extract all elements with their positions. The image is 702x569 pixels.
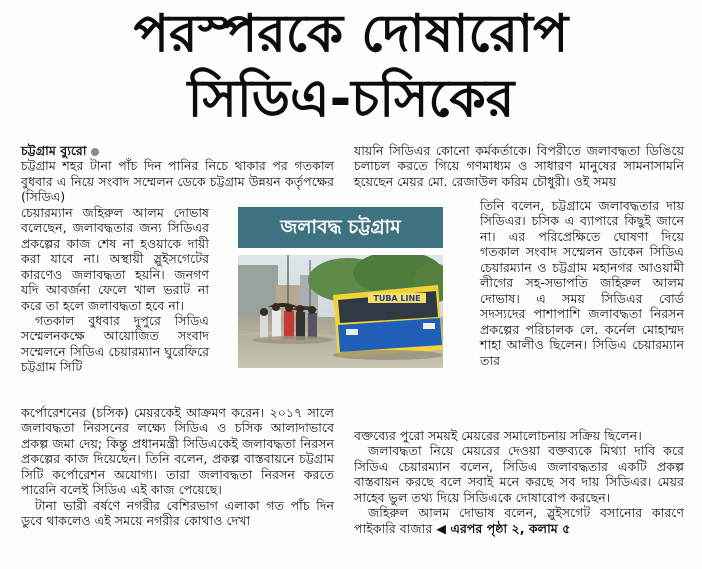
- article-paragraph-2-cont: কর্পোরেশনের (চসিক) মেয়রকেই আক্রমণ করেন। ২০১৭ সালে জলাবদ্ধতা নিরসনের লক্ষ্যে সিডিএ ও চসিক আলাদাভাবে প্রকল্প জমা দেয়; কিন্তু প্রধানমন্ত্রী সিডিএকেই জলাবদ্ধতা নিরসন প্রকল্পের কাজ দিয়েছেন। তিনি বলেন, প্রকল্প বাস্তবায়নে চট্টগ্রাম সিটি কর্পোরেশন অযোগ্য। তারা জলাবদ্ধতা নিরসন করতে পারেনি বলেই সিডিএ এই কাজ পেয়েছে।: [21, 405, 334, 498]
- flood-photo: [238, 255, 443, 368]
- bullet-icon: [91, 148, 99, 156]
- bus-sign-text: TUBA LINE: [373, 294, 421, 303]
- article-paragraph-2-start: গতকাল বুধবার দুপুরে সিডিএ সম্মেলনকক্ষে আয়োজিত সংবাদ সম্মেলনে সিডিএ চেয়ারম্যান ঘুরেফিরে চট্টগ্রাম সিটি: [21, 312, 209, 375]
- continued-notice: ◀ এরপর পৃষ্ঠা ২, কলাম ৫: [436, 520, 571, 536]
- article-paragraph-6: [354, 505, 684, 536]
- continued-text: এরপর পৃষ্ঠা ২, কলাম ৫: [450, 520, 571, 536]
- photo-title: জলাবদ্ধ চট্টগ্রাম: [238, 207, 443, 248]
- article-paragraph-4-end: বক্তব্যের পুরো সময়ই মেয়রের সমালোচনায় সক্রিয় ছিলেন।: [354, 428, 642, 443]
- article-column-right: [354, 143, 684, 189]
- article-paragraph-4-cont: তিনি বলেন, চট্টগ্রামে জলাবদ্ধতার দায় সিডিএর। চসিক এ ব্যাপারে কিছুই জানে না। এর পরিপ্রেক্ষিতে ঘোষণা দিয়ে গতকাল সংবাদ সম্মেলন ডাকেন সিডিএ চেয়ারম্যান ও চট্টগ্রাম মহানগর আওয়ামী লীগের সহ-সভাপতি জহিরুল আলম দোভাষ। এ সময় সিডিএর বোর্ড সদস্যদের পাশাপাশি জলাবদ্ধতা নিরসন প্রকল্পের পরিচালক লে. কর্নেল মোহাম্মদ শাহা আলীও ছিলেন। সিডিএ চেয়ারম্যান তার: [480, 198, 684, 368]
- article-column-left-lower: [21, 405, 334, 529]
- article-paragraph-3: টানা ভারী বর্ষণে নগরীর বেশিরভাগ এলাকা গত পাঁচ দিন ডুবে থাকলেও এই সময়ে নগরীর কোথাও দেখা: [21, 497, 334, 529]
- article-column-right-lower: [354, 428, 684, 536]
- article-paragraph-5: জলাবদ্ধতা নিয়ে মেয়রের দেওয়া বক্তব্যকে মিথ্যা দাবি করে সিডিএ চেয়ারম্যান বলেন, সিডিএ জলাবদ্ধতার একটি প্রকল্প বাস্তবায়ন করছে বলে সবাই মনে করছে সব দায় সিডিএর। মেয়র সাহেব ভুল তথ্য দিয়ে সিডিএকে দোষারোপ করছেন।: [354, 443, 684, 505]
- headline-line-1: পরস্পরকে দোষারোপ: [133, 4, 569, 64]
- article-column-right-narrow: [480, 198, 684, 368]
- article-paragraph-1-body: চেয়ারম্যান জহিরুল আলম দোভাষ বলেছেন, জলাবদ্ধতার জন্য সিডিএর প্রকল্পের কাজ শেষ না হওয়াকে দায়ী করা যাবে না। অস্থায়ী স্লুইসগেটের কারণেও জলাবদ্ধতা হয়নি। জনগণ যদি আবর্জনা ফেলে খাল ভরাট না করে তা হলে জলাবদ্ধতা হবে না।: [21, 204, 209, 313]
- photo-box: [238, 207, 443, 368]
- article-paragraph-1-intro: চট্টগ্রাম শহর টানা পাঁচ দিন পানির নিচে থাকার পর গতকাল বুধবার এ নিয়ে সংবাদ সম্মেলন ডেকে চট্টগ্রাম উন্নয়ন কর্তৃপক্ষের (সিডিএ): [21, 158, 334, 205]
- article-paragraph-4: যায়নি সিডিএর কোনো কর্মকর্তাকে। বিপরীতে জলাবদ্ধতা ডিঙিয়ে চলাচল করতে গিয়ে গণমাধ্যম ও সাধারণ মানুষের সামনাসামনি হয়েছেন মেয়র মো. রেজাউল করিম চৌধুরী। ওই সময়: [354, 143, 684, 189]
- headline-line-2: সিডিএ-চসিকের: [187, 69, 515, 129]
- byline: চট্টগ্রাম ব্যুরো: [21, 143, 87, 158]
- article-paragraph-6-text: জহিরুল আলম দোভাষ বলেন, স্লুইসগেট বসানোর কারণে পাইকারি বাজার: [354, 505, 684, 536]
